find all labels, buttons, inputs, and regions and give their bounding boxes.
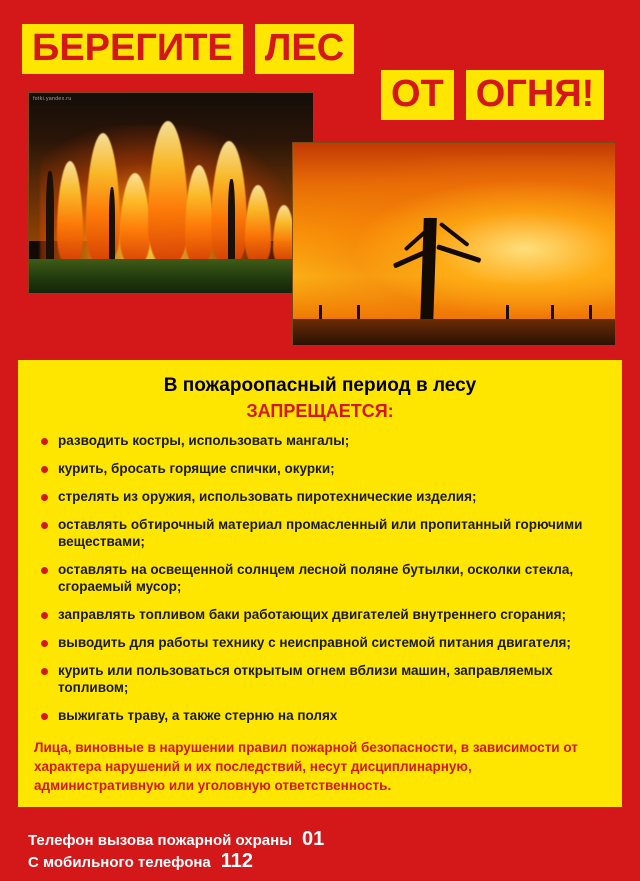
liability-warning: Лица, виновные в нарушении правил пожарной безопасности, в зависимости от характера нарушений и их последствий, несут дисциплинарную, административную или уголовную ответственность. (34, 740, 578, 793)
list-item: оставлять на освещенной солнцем лесной поляне бутылки, осколки стекла, сгораемый мусор; (36, 561, 606, 595)
photo1-tree-silhouette (109, 187, 115, 263)
title-word-ognya: ОГНЯ! (466, 70, 605, 120)
photo1-ground (29, 259, 313, 293)
list-item: оставлять обтирочный материал промасленный или пропитанный горючими веществами; (36, 516, 606, 550)
photo1-watermark: fotki.yandex.ru (33, 96, 72, 102)
list-item: заправлять топливом баки работающих двигателей внутреннего сгорания; (36, 606, 606, 623)
photo-forest-fire-night (28, 92, 314, 294)
title-word-ot: ОТ (381, 70, 454, 120)
title-line-2 (381, 70, 604, 120)
rules-subheading: ЗАПРЕЩАЕТСЯ: (246, 401, 394, 421)
fire-department-phone (28, 829, 640, 851)
photo2-ground (293, 319, 615, 345)
fire-department-label: Телефон вызова пожарной охраны (28, 832, 293, 849)
list-item: стрелять из оружия, использовать пиротехнические изделия; (36, 488, 606, 505)
list-item: курить, бросать горящие спички, окурки; (36, 460, 606, 477)
list-item: разводить костры, использовать мангалы; (36, 432, 606, 449)
list-item: выжигать траву, а также стерню на полях (36, 707, 606, 724)
title-line-1 (22, 24, 354, 74)
mobile-phone-emergency (28, 851, 640, 873)
title-word-beregite: БЕРЕГИТЕ (22, 24, 243, 74)
emergency-contacts (0, 823, 640, 881)
title-word-les: ЛЕС (255, 24, 354, 74)
prohibitions-panel (18, 360, 622, 807)
mobile-phone-label: С мобильного телефона (28, 854, 211, 871)
photo-burning-forest-tree (292, 142, 616, 346)
list-item: курить или пользоваться открытым огнем вблизи машин, заправляемых топливом; (36, 662, 606, 696)
mobile-phone-number: 112 (220, 850, 254, 872)
rules-list (34, 432, 606, 724)
rules-heading: В пожароопасный период в лесу (163, 375, 477, 396)
fire-department-number: 01 (302, 828, 325, 850)
photo1-tree-silhouette (228, 179, 235, 263)
list-item: выводить для работы технику с неисправной системой питания двигателя; (36, 634, 606, 651)
photo1-tree-silhouette (46, 171, 54, 263)
